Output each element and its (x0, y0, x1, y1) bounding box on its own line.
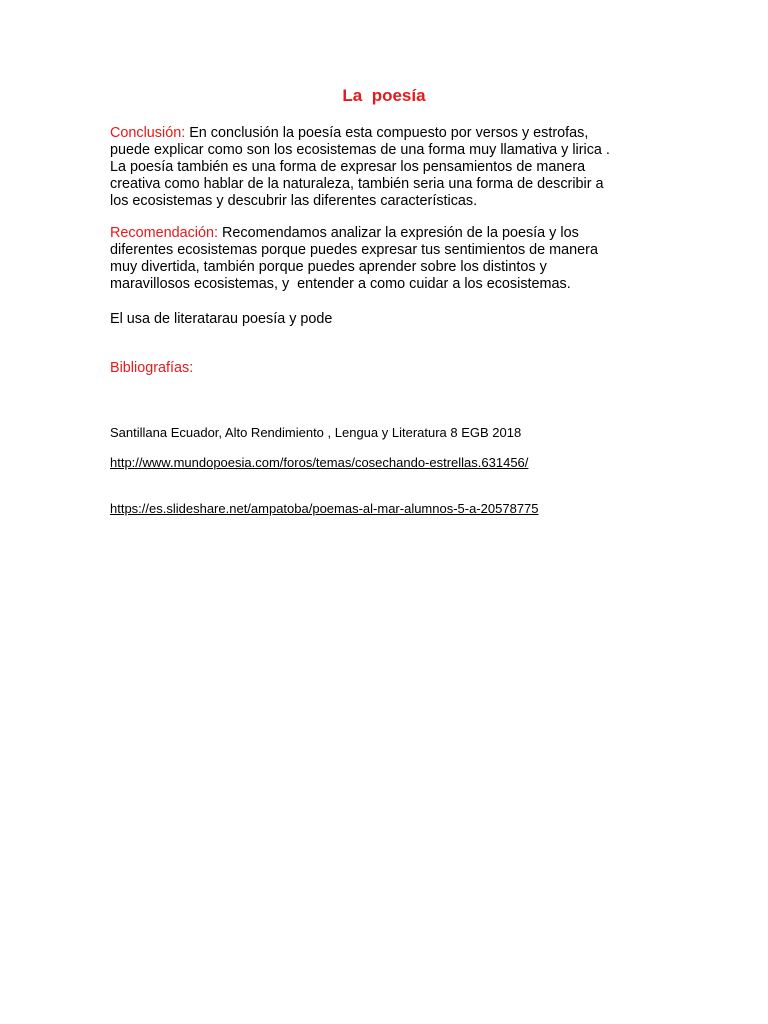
conclusion-label: Conclusión: (110, 125, 186, 141)
recomendacion-text: Recomendamos analizar la expresión de la poesía y los (218, 225, 579, 241)
recomendacion-line-1 (110, 225, 670, 242)
document-title: La poesía (342, 86, 426, 105)
usa-line: El usa de literatarau poesía y pode (110, 311, 333, 327)
reference-book: Santillana Ecuador, Alto Rendimiento , Lengua y Literatura 8 EGB 2018 (110, 425, 522, 440)
reference-link-slideshare[interactable]: https://es.slideshare.net/ampatoba/poemas-al-mar-alumnos-5-a-20578775 (110, 501, 539, 516)
usa-paragraph (110, 311, 670, 328)
conclusion-line-3: La poesía también es una forma de expresar los pensamientos de manera (110, 159, 586, 175)
recomendacion-line-3: muy divertida, también porque puedes aprender sobre los distintos y (110, 259, 547, 275)
recomendacion-line-4: maravillosos ecosistemas, y entender a como cuidar a los ecosistemas. (110, 276, 571, 292)
conclusion-paragraph (110, 125, 670, 210)
conclusion-line-1 (110, 125, 670, 142)
conclusion-line-5: los ecosistemas y descubrir las diferentes características. (110, 193, 478, 209)
recomendacion-label: Recomendación: (110, 225, 218, 241)
recomendacion-paragraph (110, 225, 670, 293)
reference-link-mundopoesia[interactable]: http://www.mundopoesia.com/foros/temas/cosechando-estrellas.631456/ (110, 455, 529, 470)
bibliografias-label: Bibliografías: (110, 360, 194, 376)
conclusion-text: En conclusión la poesía esta compuesto por versos y estrofas, (185, 125, 589, 141)
recomendacion-line-2: diferentes ecosistemas porque puedes expresar tus sentimientos de manera (110, 242, 598, 258)
bibliografias-heading (110, 360, 670, 377)
conclusion-line-2: puede explicar como son los ecosistemas de una forma muy llamativa y lirica . (110, 142, 610, 158)
conclusion-line-4: creativa como hablar de la naturaleza, también seria una forma de describir a (110, 176, 604, 192)
